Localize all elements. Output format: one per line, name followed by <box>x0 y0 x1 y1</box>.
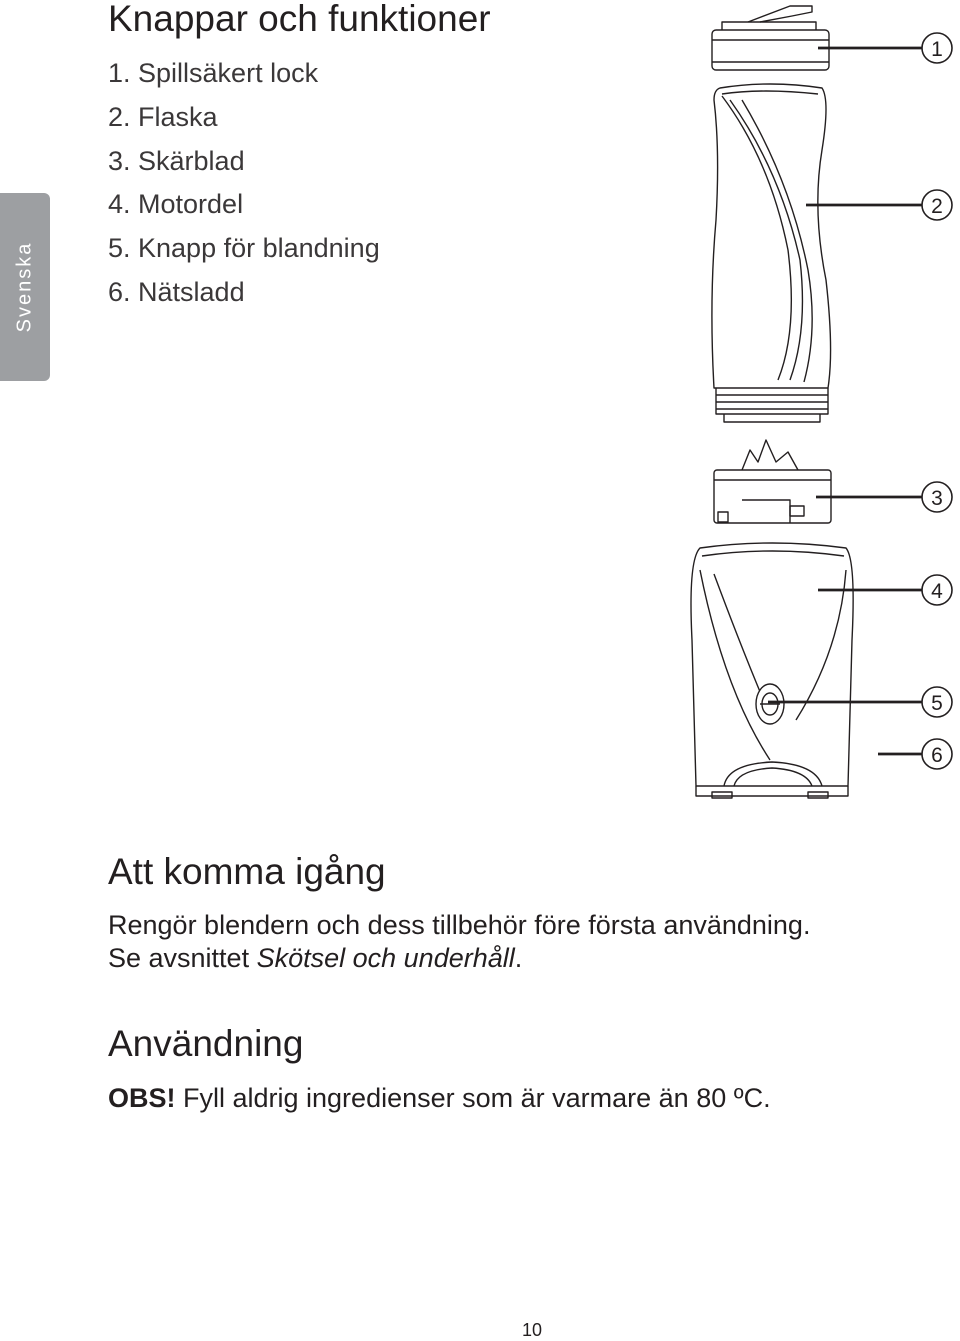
getting-started-line: Rengör blendern och dess tillbehör före första användning. <box>108 910 811 940</box>
lid-illustration <box>712 6 829 70</box>
motor-base-illustration <box>691 543 853 798</box>
getting-started-heading: Att komma igång <box>108 851 386 892</box>
callout-number: 4 <box>931 580 943 603</box>
parts-list-item: 1. Spillsäkert lock <box>108 58 319 88</box>
callout-number: 6 <box>931 744 943 767</box>
bottle-illustration <box>712 84 831 422</box>
reference-prefix: Se avsnittet <box>108 943 257 973</box>
parts-list-item: 5. Knapp för blandning <box>108 233 380 264</box>
callout-number: 2 <box>931 195 943 218</box>
language-tab-label: Svenska <box>13 241 36 333</box>
getting-started-line <box>108 942 810 975</box>
note-text: Fyll aldrig ingredienser som är varmare än 80 ºC. <box>175 1083 771 1113</box>
parts-list-item: 6. Nätsladd <box>108 276 245 307</box>
callout-number: 1 <box>931 38 943 61</box>
maintenance-section-reference: Skötsel och underhåll <box>256 943 515 973</box>
page-number: 10 <box>521 1320 543 1340</box>
usage-note <box>108 1082 771 1115</box>
usage-heading: Användning <box>108 1023 304 1064</box>
features-heading: Knappar och funktioner <box>108 0 491 39</box>
getting-started-paragraph <box>108 909 810 975</box>
parts-list-item: 2. Flaska <box>108 101 218 132</box>
parts-list-item: 4. Motordel <box>108 189 244 220</box>
blade-unit-illustration <box>714 440 831 523</box>
note-label: OBS! <box>108 1083 176 1113</box>
callout-number: 5 <box>931 692 943 715</box>
reference-suffix: . <box>514 943 523 973</box>
parts-list-item: 3. Skärblad <box>108 145 245 176</box>
callout-number: 3 <box>931 487 943 510</box>
